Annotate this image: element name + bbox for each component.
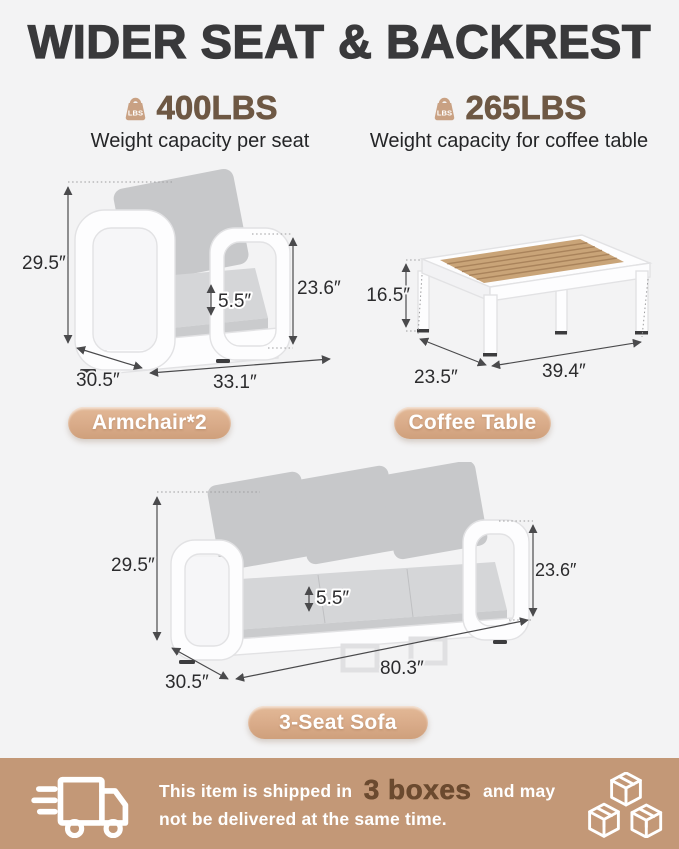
sofa-illustration <box>171 462 529 670</box>
seat-capacity-value: 400LBS <box>156 89 278 126</box>
weight-icon <box>431 94 458 124</box>
page-title: WIDER SEAT & BACKREST <box>27 15 652 68</box>
capacity-badge-seat <box>80 88 320 153</box>
armchair-height-label: 29.5″ <box>22 253 66 274</box>
coffee-table-label: Coffee Table <box>408 411 537 434</box>
coffee-table-figure <box>360 225 675 415</box>
sofa-figure <box>95 462 580 699</box>
armchair-label: Armchair*2 <box>91 411 208 434</box>
weight-icon <box>122 94 149 124</box>
shipping-banner <box>0 758 679 849</box>
armchair-arm-height-label: 23.6″ <box>297 278 341 299</box>
sofa-height-label: 29.5″ <box>111 555 155 576</box>
boxes-icon <box>580 772 672 838</box>
coffee-table-illustration <box>417 235 650 357</box>
weight-icon-label: LBS <box>437 108 453 118</box>
sofa-label-pill <box>248 706 428 739</box>
armchair-illustration <box>75 168 290 374</box>
armchair-figure <box>20 168 355 413</box>
sofa-label: 3-Seat Sofa <box>279 710 397 734</box>
table-capacity-value: 265LBS <box>465 89 587 126</box>
shipping-text-line2: not be delivered at the same time. <box>159 809 447 829</box>
shipping-text-post: and may <box>482 781 556 801</box>
armchair-cushion-label: 5.5″ <box>218 291 252 312</box>
shipping-boxes-highlight: 3 boxes <box>363 774 472 805</box>
table-capacity-caption: Weight capacity for coffee table <box>369 130 649 152</box>
weight-icon-label: LBS <box>128 108 144 118</box>
sofa-cushion-label: 5.5″ <box>316 588 350 609</box>
table-height-label: 16.5″ <box>366 285 410 306</box>
armchair-label-pill <box>68 407 231 439</box>
shipping-text-pre: This item is shipped in <box>159 781 353 801</box>
sofa-depth-label: 30.5″ <box>165 672 209 693</box>
sofa-width-label: 80.3″ <box>380 658 424 679</box>
armchair-width-label: 33.1″ <box>213 372 257 393</box>
coffee-table-label-pill <box>394 407 551 439</box>
table-depth-label: 23.5″ <box>414 367 458 388</box>
sofa-arm-height-label: 23.6″ <box>535 560 577 580</box>
seat-capacity-caption: Weight capacity per seat <box>90 130 310 152</box>
table-width-label: 39.4″ <box>542 361 586 382</box>
armchair-depth-label: 30.5″ <box>76 370 120 391</box>
shipping-text <box>159 774 589 830</box>
shipping-truck-icon <box>30 774 138 838</box>
capacity-badge-table <box>350 88 668 153</box>
